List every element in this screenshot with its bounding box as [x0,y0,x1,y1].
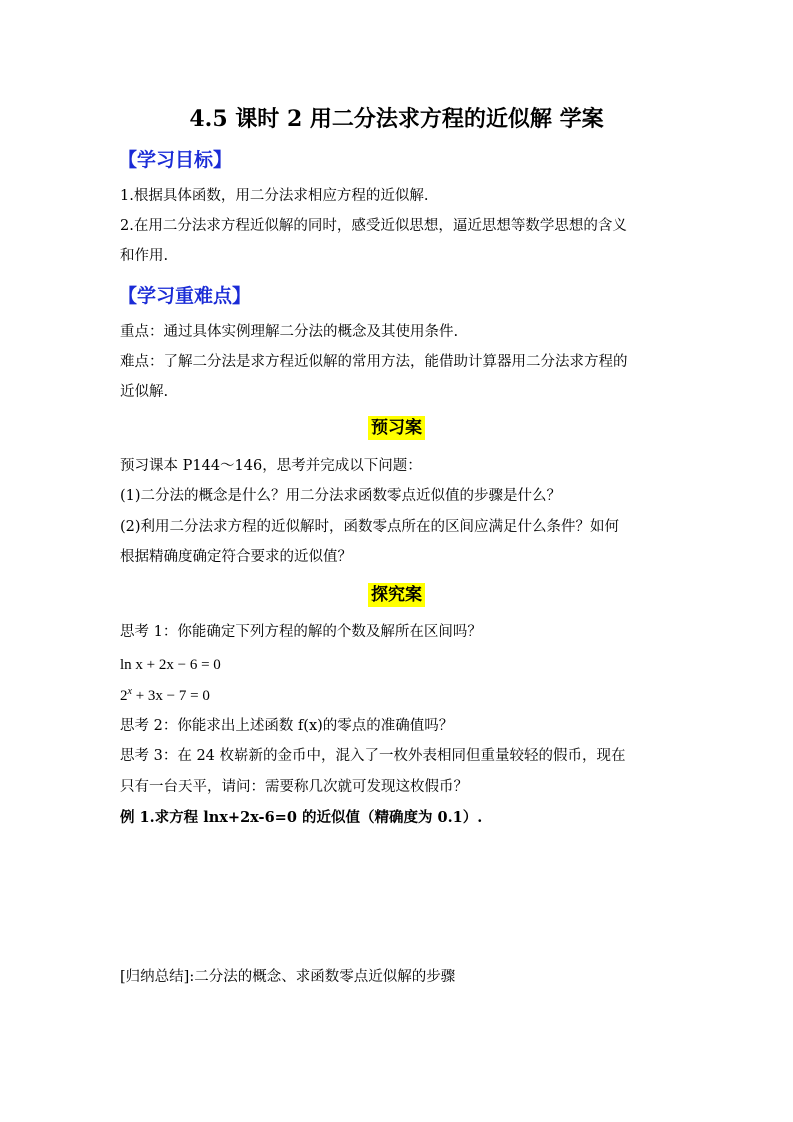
formula-2 [120,682,210,706]
preview-label-wrap [0,416,793,440]
goals-heading: 【学习目标】 [118,149,233,171]
key-point-line-3: 近似解. [120,384,169,400]
summary-line: [归纳总结]:二分法的概念、求函数零点近似解的步骤 [120,969,456,985]
formula-2-rest: + 3x − 7 = 0 [131,688,210,704]
page-title: 4.5 课时 2 用二分法求方程的近似解 学案 [189,106,604,132]
key-points-heading: 【学习重难点】 [118,285,252,307]
goal-line-3: 和作用. [120,248,169,264]
preview-label: 预习案 [368,416,425,440]
preview-line-4: 根据精确度确定符合要求的近似值？ [120,549,352,565]
think-3-line-1: 思考 3：在 24 枚崭新的金币中，混入了一枚外表相同但重量较轻的假币，现在 [120,748,626,764]
goal-line-2: 2.在用二分法求方程近似解的同时，感受近似思想，逼近思想等数学思想的含义 [120,218,627,234]
example-1: 例 1.求方程 lnx+2x-6=0 的近似值（精确度为 0.1）. [120,809,483,826]
preview-line-1: 预习课本 P144～146，思考并完成以下问题： [120,458,422,474]
think-2: 思考 2：你能求出上述函数 f(x)的零点的准确值吗？ [120,718,454,734]
explore-label-wrap [0,583,793,607]
formula-1: ln x + 2x − 6 = 0 [120,657,221,673]
key-point-line-1: 重点：通过具体实例理解二分法的概念及其使用条件. [120,324,459,340]
formula-2-base: 2 [120,688,128,704]
key-point-line-2: 难点：了解二分法是求方程近似解的常用方法，能借助计算器用二分法求方程的 [120,354,628,370]
explore-label: 探究案 [368,583,425,607]
think-3-line-2: 只有一台天平，请问：需要称几次就可发现这枚假币？ [120,779,468,795]
formula-2-exponent: x [127,686,132,697]
goal-line-1: 1.根据具体函数，用二分法求相应方程的近似解. [120,188,429,204]
preview-line-3: (2)利用二分法求方程的近似解时，函数零点所在的区间应满足什么条件？如何 [120,519,620,535]
think-1: 思考 1：你能确定下列方程的解的个数及解所在区间吗？ [120,624,482,640]
preview-line-2: (1)二分法的概念是什么？用二分法求函数零点近似值的步骤是什么？ [120,488,562,504]
